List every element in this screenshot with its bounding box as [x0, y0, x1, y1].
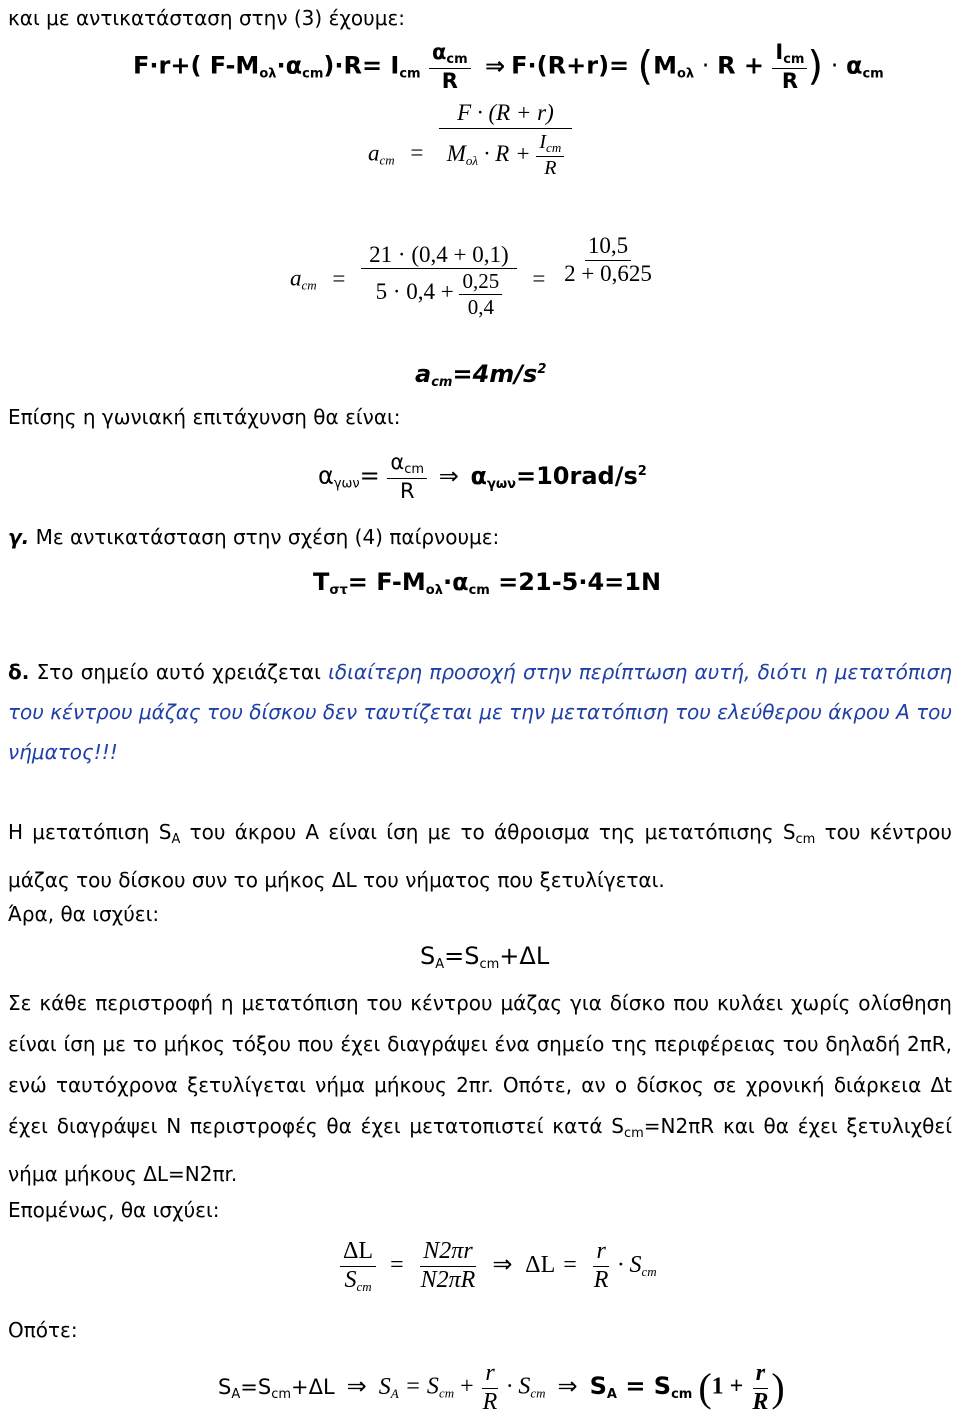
eq1-text: R + [717, 51, 765, 80]
equation-4: $\alpha_{\gamma\omega\nu}=$ $\frac{\alpha_{cm}}{R}$ ⇒ $\alpha_{\gamma\omega\nu}=10rad/s^2$ [318, 450, 647, 503]
equation-5: $T_{\sigma\tau}= F-M_{o\lambda}\cdot\alpha_{cm} =21-5\cdot 4=1N$ [313, 568, 662, 598]
eq3-fraction: 21 · (0,4 + 0,1) 5 · 0,4 + $\frac{0,25}{0,4}$ [361, 242, 516, 319]
implies-arrow: ⇒ [485, 51, 506, 80]
implies-arrow: ⇒ [557, 1373, 578, 1400]
eq7-fraction-1: $\frac{\Delta L}{S_{cm}}$ [340, 1238, 376, 1295]
implies-arrow: ⇒ [346, 1373, 367, 1400]
angular-intro-line: Επίσης η γωνιακή επιτάχυνση θα είναι: [8, 405, 401, 429]
eq7-fraction-3: $\frac{r}{R}$ [593, 1238, 609, 1293]
implies-arrow: ⇒ [492, 1251, 513, 1278]
eq1-fraction-2: $\frac{I_{cm}}{R}$ [772, 40, 807, 93]
equation-8: $S_A=S_{cm}+\Delta L$ ⇒ $S_A = S_{cm}$ + $\frac{r}{R}$ · $S_{cm}$ ⇒ $S_A = S_{cm}$ (1 + $\frac{r}{R}$ ) [218, 1360, 785, 1415]
paragraph-d: δ. Στο σημείο αυτό χρειάζεται ιδιαίτερη προσοχή στην περίπτωση αυτή, διότι η μετατόπιση του κέντρου μάζας του δίσκου δεν ταυτίζεται με την μετατόπιση του ελεύθερου άκρου Α του νήματος!!! [8, 660, 952, 764]
eq1-text: r+( F-M [158, 51, 260, 80]
eq1-sub: ολ [259, 66, 277, 82]
eq1-fraction: $\frac{\alpha_{cm}}{R}$ [429, 40, 471, 93]
intro-line: και με αντικατάσταση στην (3) έχουμε: [8, 6, 406, 30]
eq2-fraction: F · (R + r) $M_{o\lambda} \cdot R$ + $\frac{I_{cm}}{R}$ [439, 100, 572, 180]
so-line: Οπότε: [8, 1318, 78, 1342]
paragraph-rotation: Σε κάθε περιστροφή η μετατόπιση του κέντρου μάζας για δίσκο που κυλάει χωρίς ολίσθηση είναι ίση με το μήκος τόξου που έχει διαγράψει ένα σημείο της περιφέρειας του δηλαδή 2πR, ενώ ταυτόχρονα ξετυλίγεται νήμα μήκους 2πr. Οπότε, αν ο δίσκος σε χρονική διάρκεια Δt έχει διαγράψει Ν περιστροφές θα έχει μετατοπιστεί κατά $S_{cm}=N2\pi R$ και θα έχει ξετυλιχθεί νήμα μήκους ΔL=N2πr. [8, 991, 952, 1186]
consequently-line: Επομένως, θα ισχύει: [8, 1198, 220, 1222]
eq4-fraction: $\frac{\alpha_{cm}}{R}$ [387, 450, 427, 503]
eq1-sub: cm [399, 66, 421, 82]
eq8-fraction-2: $\frac{r}{R}$ [752, 1360, 769, 1415]
eq1-text: (R+r)= [536, 51, 638, 80]
eq1-text: F [133, 51, 150, 80]
equation-6: $S_A=S_{cm}+\Delta L$ [420, 942, 550, 972]
equation-1: F·r+( $F-M_{o\lambda}\cdot\alpha_{cm})\cdot R= I_{cm}$ $\frac{\alpha_{cm}}{R}$ ⇒ $F\cdot(R+r)= (M_{o\lambda} \cdot R$ + $\frac{I_{cm}}{R}$ ) · $\alpha_{cm}$ [133, 40, 884, 93]
implies-arrow: ⇒ [438, 461, 459, 490]
eq3-fraction-2: $\frac{10,5}{2 + 0,625}$ [564, 233, 652, 286]
section-g-line: γ. Με αντικατάσταση στην σχέση (4) παίρνουμε: [8, 525, 500, 549]
eq1-sub: cm [302, 66, 324, 82]
eq1-text: ) [323, 51, 335, 80]
result-acceleration: $a_{cm}=4m/s^2$ [415, 360, 547, 390]
eq8-fraction-1: $\frac{r}{R}$ [482, 1360, 498, 1415]
therefore-line: Άρα, θα ισχύει: [8, 902, 160, 926]
eq1-text: R= I [343, 51, 400, 80]
paragraph-displacement: Η μετατόπιση $S_A$ του άκρου Α είναι ίση με το άθροισμα της μετατόπισης $S_{cm}$ του κέντρου μάζας του δίσκου συν το μήκος ΔL του νήματος που ξετυλίγεται. [8, 820, 952, 892]
eq7-fraction-2: $\frac{N2\pi r}{N2\pi R}$ [420, 1238, 476, 1293]
equation-7: $\frac{\Delta L}{S_{cm}}$ = $\frac{N2\pi r}{N2\pi R}$ ⇒ ΔL = $\frac{r}{R}$ · $S_{cm}$ [340, 1238, 657, 1295]
equation-2: $a_{cm}$ = F · (R + r) $M_{o\lambda} \cdot R$ + $\frac{I_{cm}}{R}$ [368, 130, 572, 180]
eq1-text: α [285, 51, 303, 80]
eq1-text: F [511, 51, 528, 80]
equation-3: $a_{cm}$ = 21 · (0,4 + 0,1) 5 · 0,4 + $\frac{0,25}{0,4}$ = $\frac{10,5}{2 + 0,625}$ [290, 242, 655, 319]
